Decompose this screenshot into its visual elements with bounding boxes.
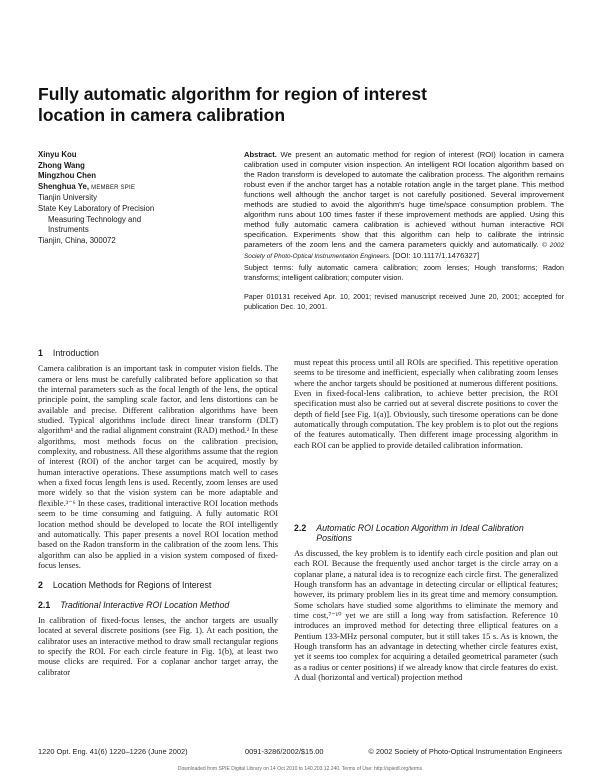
- affiliation-line: Measuring Technology and: [48, 214, 142, 224]
- author-block: [38, 150, 228, 246]
- left-column: [38, 348, 278, 678]
- author-name: Xinyu Kou: [38, 150, 77, 159]
- subsection-heading-automatic: 2.2 Automatic ROI Location Algorithm in Ideal Calibration Positions: [294, 523, 524, 543]
- author-name: Shenghua Ye, MEMBER SPIE: [38, 181, 136, 191]
- abstract-copyright: © 2002 Society of Photo-Optical Instrumentation Engineers.: [244, 242, 564, 261]
- automatic-paragraph: As discussed, the key problem is to identify each circle position and plan out each ROI. Because the frequently used anchor target is the circle array on a coplanar plane, a natural idea is to recognize each circle first. The generalized Hough transform has an advantage in detecting circular or elliptical features; however, its primary problem lies in its great time and memory consumption. Some scholars have studied some algorithms to eliminate the memory and time cost,⁷⁻¹⁰ yet we are still a long way from satisfaction. Reference 10 introduces an improved method for detecting three elliptical features on a Pentium 133-MHz personal computer, but it still takes 15 s. As is known, the Hough transform has an advantage in detecting whether circle features exist, yet it seems too complex for acquiring a detailed geometrical parameter (such as a radius or center positions) if we already know that circle features do exist. A dual (horizontal and vertical) projection method: [294, 549, 558, 683]
- affiliation-line: Tianjin University: [38, 193, 98, 203]
- traditional-paragraph-continued: must repeat this process until all ROIs are specified. This repetitive operation seems to be tiresome and inefficient, especially when calibrating zoom lenses where the anchor targets should be positioned at numerous different positions. Even in fixed-focal-lens calibration, to achieve better precision, the ROI specification must also be carried out at several discrete positions to cover the depth of field [see Fig. 1(a)]. Obviously, such tiresome operations can be done automatically through computation. The key problem is to plot out the regions of the features automatically. Then different image processing algorithm in each ROI can be applied to provide detailed calibration information.: [294, 358, 558, 450]
- right-column-bottom: [294, 549, 558, 683]
- paper-title: Fully automatic algorithm for region of interest location in camera calibration: [38, 84, 427, 125]
- intro-paragraph: Camera calibration is an important task in computer vision fields. The camera or lens must be carefully calibrated before application so that the internal parameters such as the focal length of the lens, the optical principle point, the sampling scale factor, and lens distortions can be available and precise. Different calibration algorithms have been studied. Typical algorithms include direct linear transform (DLT) algorithm¹ and the radial alignment constraint (RAD) method.² In these algorithms, most methods focus on the calibration precision, complexity, and robustness. All these algorithms assume that the region of interest (ROI) of the anchor target can be acquired, mostly by human interactive operations. These assumptions match well to cases when a fixed focus length lens is used. Recently, zoom lenses are used more widely so that the vision system can be more adaptable and flexible.³⁻⁶ In these cases, traditional interactive ROI location methods seem to be time consuming and fatiguing. A fully automatic ROI location method should be developed to locate the ROI intelligently and automatically. This paper presents a novel ROI location method based on the Radon transform in the calibration of the zoom lens. This algorithm can also be applied in a vision system composed of fixed-focus lenses.: [38, 364, 278, 570]
- abstract: [244, 150, 564, 263]
- footer-price-code: 0091-3286/2002/$15.00: [245, 747, 324, 756]
- abstract-text: We present an automatic method for region of interest (ROI) location in camera calibration used in computer vision inspection. An intelligent ROI location algorithm based on the Radon transform is developed to automate the calibration process. The algorithm remains robust even if the anchor target has a notable rotation angle in the target plane. This method functions well although the anchor target is not carefully positioned. Several improvement methods are studied to avoid the algorithm's huge time/space consumption problem. The algorithm runs about 100 times faster if these improvement methods are applied. Using this method fully automatic camera calibration is achieved without human interactive ROI specification. Experiments show that this algorithm can help to calibrate the intrinsic parameters of the zoom lens and the camera parameters quickly and automatically.: [244, 150, 564, 250]
- traditional-paragraph: In calibration of fixed-focus lenses, the anchor targets are usually located at several discrete positions (see Fig. 1). At each position, the calibrator uses an interactive method to draw small rectangular regions to specify the ROI. For each circle feature in Fig. 1(b), at least two mouse clicks are required. For a coplanar anchor target array, the calibrator: [38, 615, 278, 677]
- author-name: Zhong Wang: [38, 160, 85, 170]
- affiliation-line: Instruments: [48, 225, 89, 235]
- author-name: Mingzhou Chen: [38, 171, 97, 181]
- subsection-heading-traditional: 2.1 Traditional Interactive ROI Location Method: [38, 599, 230, 610]
- footer-citation: 1220 Opt. Eng. 41(6) 1220–1226 (June 2002): [38, 747, 188, 756]
- affiliation-line: State Key Laboratory of Precision: [38, 203, 155, 213]
- received-dates: Paper 010131 received Apr. 10, 2001; revised manuscript received June 20, 2001; accepted for publication Dec. 10, 2001.: [244, 292, 564, 311]
- subject-terms: Subject terms: fully automatic camera calibration; zoom lenses; Hough transforms; Radon transforms; intelligent calibration; computer vision.: [244, 263, 564, 282]
- download-notice: Downloaded from SPIE Digital Library on 14 Oct 2010 to 140.203.12.240. Terms of Use: http://spiedl.org/terms: [177, 766, 423, 772]
- section-heading-introduction: 1 Introduction: [38, 348, 99, 358]
- right-column-top: [294, 358, 558, 451]
- footer-copyright: © 2002 Society of Photo-Optical Instrumentation Engineers: [368, 747, 562, 756]
- section-heading-location-methods: 2 Location Methods for Regions of Interest: [38, 580, 212, 591]
- abstract-doi: [DOI: 10.1117/1.1476327]: [392, 251, 480, 261]
- abstract-label: Abstract.: [244, 150, 277, 159]
- member-role: MEMBER SPIE: [91, 184, 136, 191]
- affiliation-line: Tianjin, China, 300072: [38, 235, 116, 245]
